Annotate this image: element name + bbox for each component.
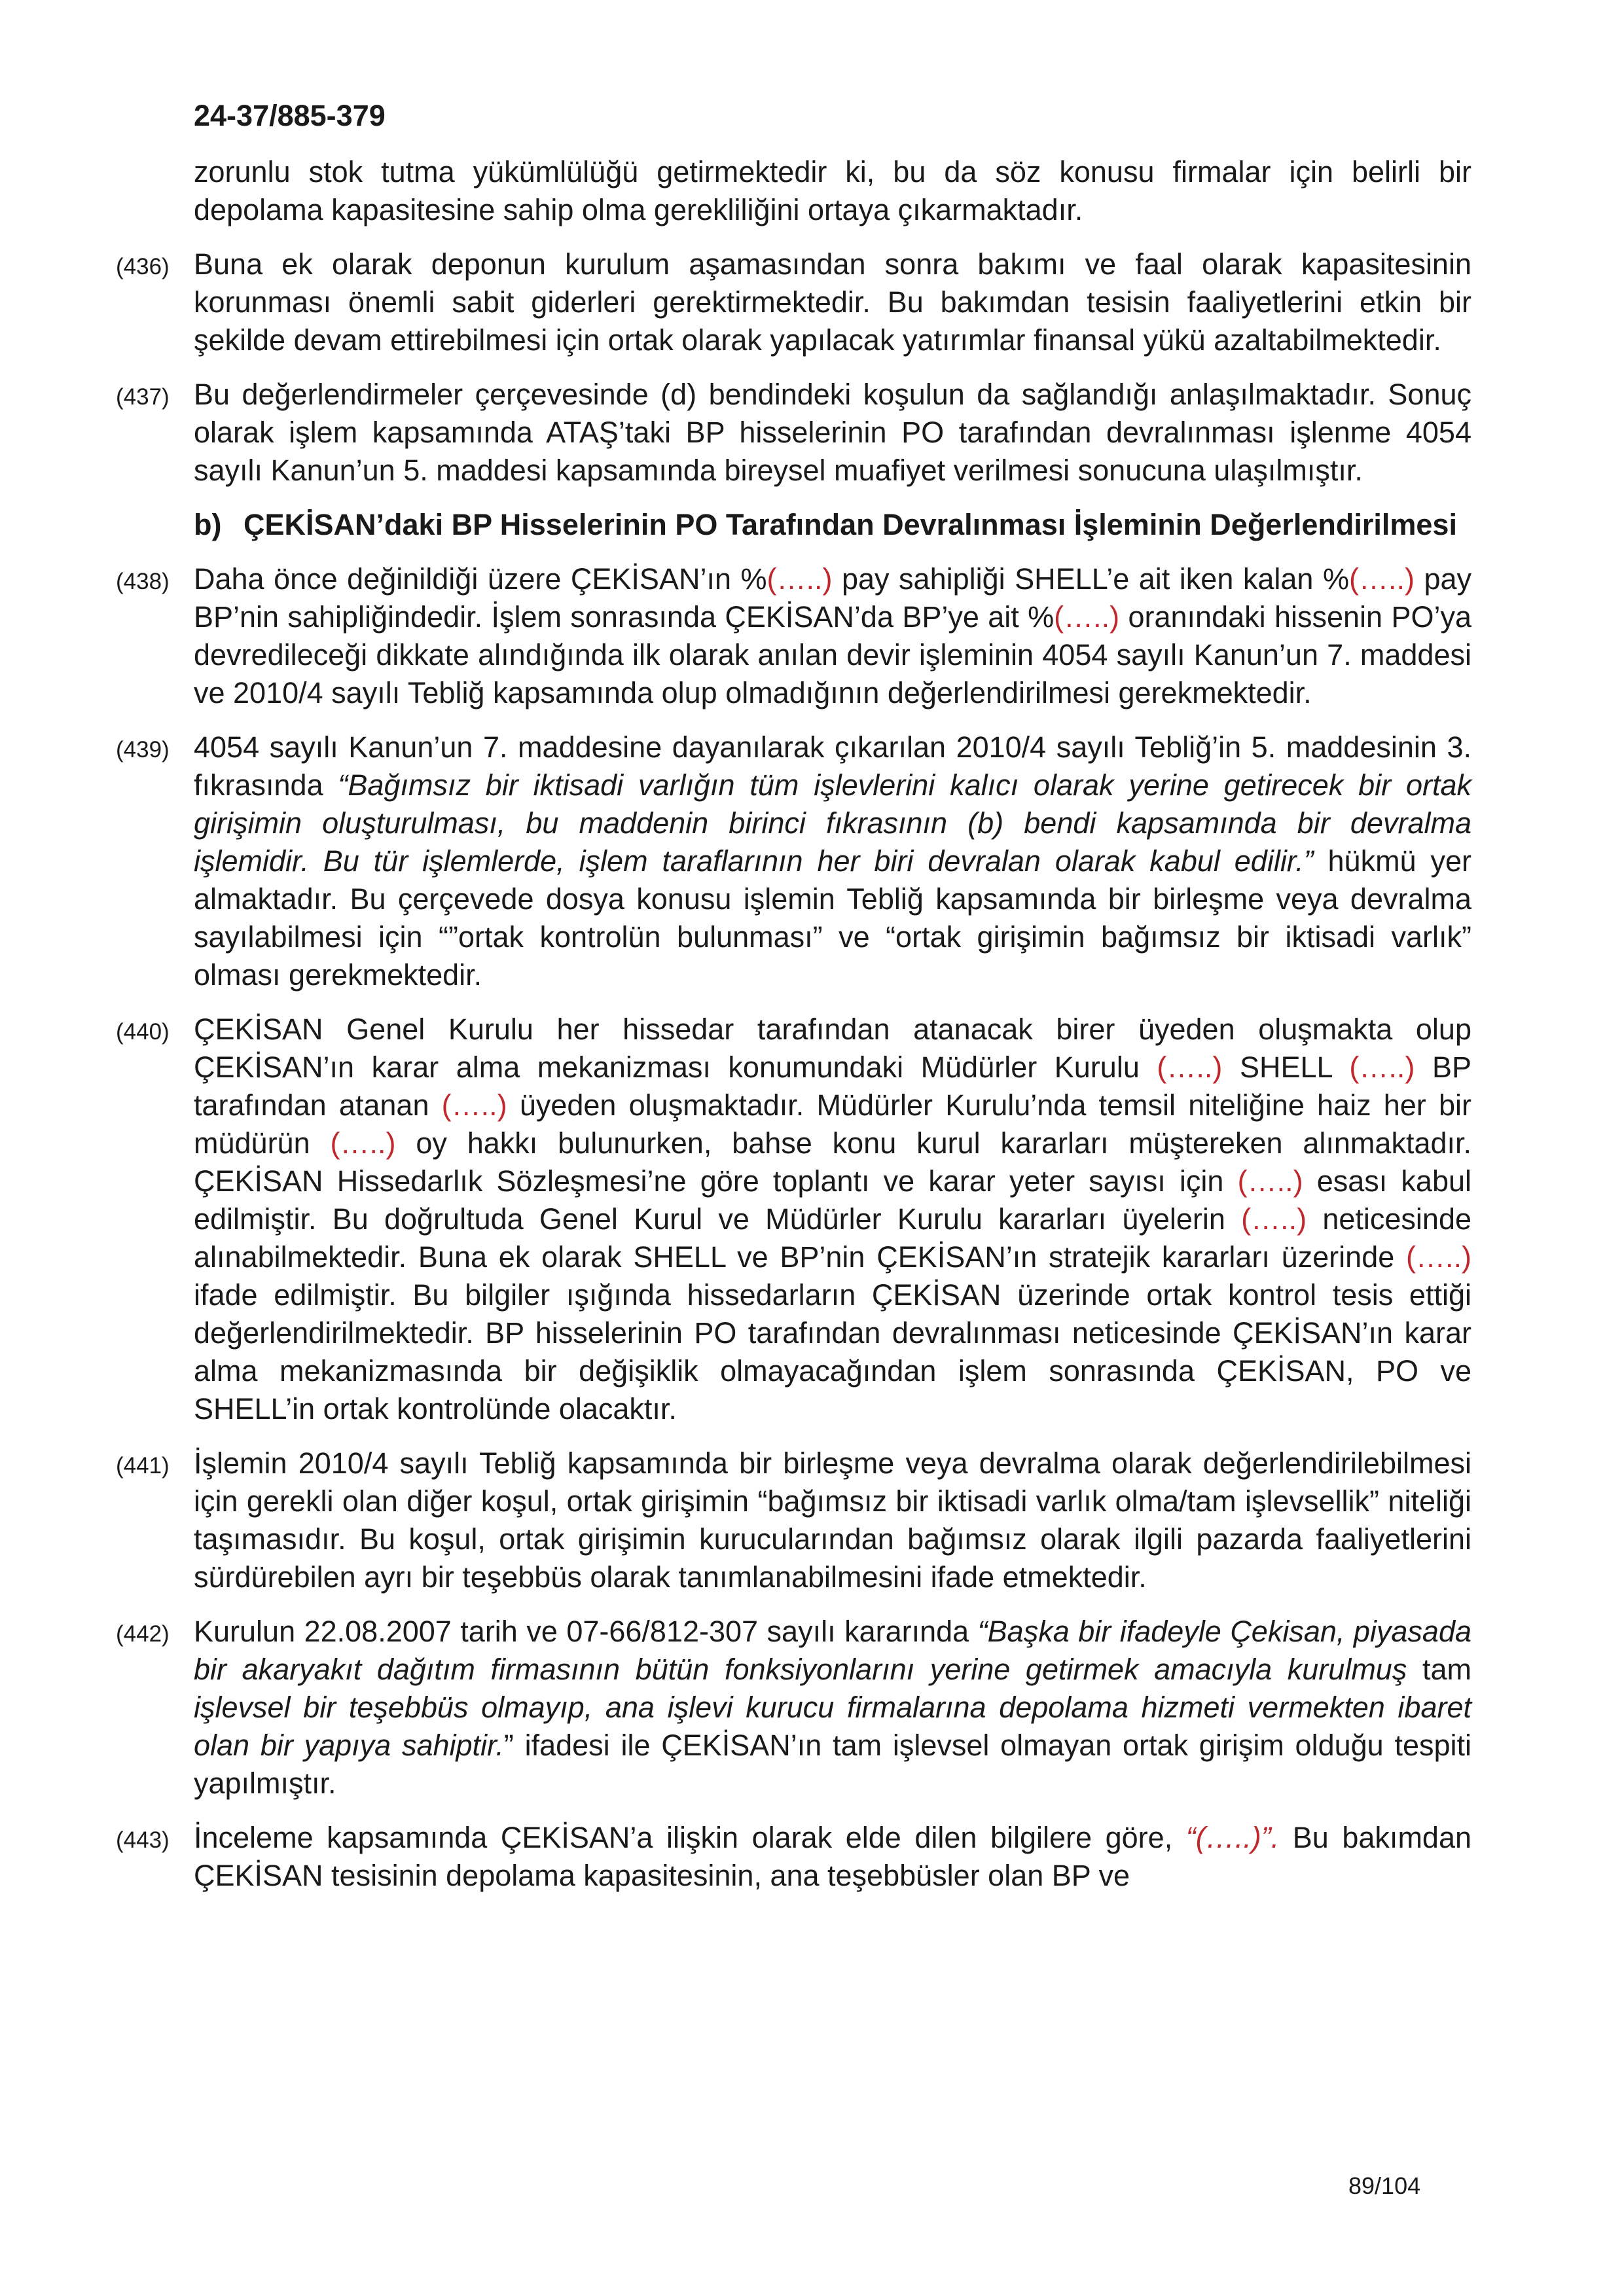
page-number: 89/104 <box>1348 2172 1421 2199</box>
paragraph-text: hükmü yer almaktadır. Bu çerçevede dosya konusu işlemin Tebliğ kapsamında bir birleşme veya devralma sayılabilmesi için “”ortak kontrolün bulunması” ve “ortak girişimin bağımsız bir iktisadi varlık” olması gerekmektedir. <box>194 844 1471 992</box>
paragraph-text: SHELL <box>1222 1050 1350 1084</box>
paragraph-438 <box>116 560 1471 712</box>
paragraph-number: (443) <box>116 1827 170 1853</box>
section-title: ÇEKİSAN’daki BP Hisselerinin PO Tarafından Devralınması İşleminin Değerlendirilmesi <box>244 508 1457 541</box>
paragraph-text: Kurulun 22.08.2007 tarih ve 07-66/812-307 sayılı kararında <box>194 1615 978 1648</box>
paragraph-443 <box>116 1819 1472 1895</box>
paragraph-440 <box>116 1011 1472 1428</box>
paragraph-text: esası kabul edilmiştir. Bu doğrultuda Genel Kurul ve Müdürler Kurulu kararları üyelerin <box>194 1164 1471 1236</box>
paragraph-text: pay BP’nin sahipliğindedir. İşlem sonrasında ÇEKİSAN’da BP’ye ait % <box>194 562 1471 634</box>
redacted-value: (…..) <box>1237 1164 1303 1198</box>
paragraph-number: (442) <box>116 1621 170 1647</box>
paragraph-text: ÇEKİSAN Genel Kurulu her hissedar tarafından atanacak birer üyeden oluşmakta olup ÇEKİSAN’ın karar alma mekanizması konumundaki Müdürler Kurulu <box>194 1013 1471 1084</box>
paragraph-number: (437) <box>116 384 170 410</box>
redacted-value: (…..) <box>767 562 833 596</box>
paragraph-number: (438) <box>116 569 170 594</box>
paragraph-439 <box>116 728 1471 994</box>
redacted-value: (…..) <box>1054 600 1120 634</box>
quoted-regulation: “Bağımsız bir iktisadi varlığın tüm işlevlerini kalıcı olarak yerine getirecek bir ortak girişimin oluşturulması, bu maddenin birinci fıkrasının (b) bendi kapsamında bir devralma işlemidir. Bu tür işlemlerde, işlem taraflarının her biri devralan olarak kabul edilir.” <box>194 768 1471 878</box>
paragraph-text: oranındaki hissenin PO’ya devredileceği dikkate alındığında ilk olarak anılan devir işleminin 4054 sayılı Kanun’un 7. maddesi ve 2010/4 sayılı Tebliğ kapsamında olup olmadığının değerlendirilmesi gerekmektedir. <box>194 600 1471 709</box>
paragraph-number: (436) <box>116 254 170 279</box>
document-body <box>116 153 1472 1911</box>
redacted-value: (…..) <box>330 1126 396 1160</box>
paragraph-436 <box>116 245 1471 359</box>
paragraph-text: Bu değerlendirmeler çerçevesinde (d) bendindeki koşulun da sağlandığı anlaşılmaktadır. Sonuç olarak işlem kapsamında ATAŞ’taki BP hisselerinin PO tarafından devralınması işlenme 4054 sayılı Kanun’un 5. maddesi kapsamında bireysel muafiyet verilmesi sonucuna ulaşılmıştır. <box>194 378 1471 487</box>
paragraph-text: İnceleme kapsamında ÇEKİSAN’a ilişkin olarak elde dilen bilgilere göre, <box>194 1821 1186 1854</box>
paragraph-437 <box>116 376 1471 490</box>
intro-paragraph: zorunlu stok tutma yükümlülüğü getirmektedir ki, bu da söz konusu firmalar için belirli bir depolama kapasitesine sahip olma gerekliliğini ortaya çıkarmaktadır. <box>194 155 1471 226</box>
section-heading-b <box>194 506 1471 544</box>
redacted-value: (…..) <box>1157 1050 1223 1084</box>
paragraph-number: (439) <box>116 737 170 762</box>
redacted-value: (…..) <box>1241 1202 1307 1236</box>
redacted-value: (…..) <box>1406 1240 1471 1274</box>
redacted-value: (…..) <box>1349 1050 1415 1084</box>
paragraph-text: Daha önce değinildiği üzere ÇEKİSAN’ın % <box>194 562 767 596</box>
quoted-decision: işlevsel bir teşebbüs olmayıp, ana işlevi kurucu firmalarına depolama hizmeti vermekten ibaret olan bir yapıya sahiptir. <box>194 1691 1471 1762</box>
paragraph-text: İşlemin 2010/4 sayılı Tebliğ kapsamında bir birleşme veya devralma olarak değerlendirilebilmesi için gerekli olan diğer koşul, ortak girişimin “bağımsız bir iktisadi varlık olma/tam işlevsellik” niteliği taşımasıdır. Bu koşul, ortak girişimin kurucularından bağımsız olarak ilgili pazarda faaliyetlerini sürdürebilen ayrı bir teşebbüs olarak tanımlanabilmesini ifade etmektedir. <box>194 1446 1471 1594</box>
paragraph-text: neticesinde alınabilmektedir. Buna ek olarak SHELL ve BP’nin ÇEKİSAN’ın stratejik kararları üzerinde <box>194 1202 1471 1274</box>
paragraph-text: oy hakkı bulunurken, bahse konu kurul kararları müştereken alınmaktadır. ÇEKİSAN Hissedarlık Sözleşmesi’ne göre toplantı ve karar yeter sayısı için <box>194 1126 1472 1198</box>
paragraph-442 <box>116 1613 1472 1803</box>
redacted-value: (…..) <box>1348 562 1415 596</box>
paragraph-text: pay sahipliği SHELL’e ait iken kalan % <box>832 562 1349 596</box>
paragraph-text: tam <box>1407 1653 1471 1686</box>
paragraph-text: ifade edilmiştir. Bu bilgiler ışığında hissedarların ÇEKİSAN üzerinde ortak kontrol tesis ettiği değerlendirilmektedir. BP hisselerinin PO tarafından devralınması neticesinde ÇEKİSAN’ın karar alma mekanizmasında bir değişiklik olmayacağından işlem sonrasında ÇEKİSAN, PO ve SHELL’in ortak kontrolünde olacaktır. <box>194 1278 1471 1426</box>
paragraph-text: üyeden oluşmaktadır. Müdürler Kurulu’nda temsil niteliğine haiz her bir müdürün <box>194 1088 1471 1160</box>
paragraph-number: (440) <box>116 1019 170 1045</box>
paragraph-text: Buna ek olarak deponun kurulum aşamasından sonra bakımı ve faal olarak kapasitesinin korunması önemli sabit giderleri gerektirmektedir. Bu bakımdan tesisin faaliyetlerini etkin bir şekilde devam ettirebilmesi için ortak olarak yapılacak yatırımlar finansal yükü azaltabilmektedir. <box>194 247 1471 357</box>
paragraph-text: ” ifadesi ile ÇEKİSAN’ın tam işlevsel olmayan ortak girişim olduğu tespiti yapılmıştır. <box>194 1729 1472 1800</box>
redacted-value: (…..) <box>441 1088 507 1122</box>
paragraph-text: 4054 sayılı Kanun’un 7. maddesine dayanılarak çıkarılan 2010/4 sayılı Tebliğ’in 5. maddesinin 3. fıkrasında <box>194 730 1471 802</box>
quoted-decision: “Başka bir ifadeyle Çekisan, piyasada bir akaryakıt dağıtım firmasının bütün fonksiyonlarını yerine getirmek amacıyla kurulmuş <box>194 1615 1471 1686</box>
section-letter: b) <box>194 508 222 541</box>
paragraph-text: BP tarafından atanan <box>194 1050 1471 1122</box>
document-number: 24-37/885-379 <box>194 99 386 132</box>
paragraph-text: Bu bakımdan ÇEKİSAN tesisinin depolama kapasitesinin, ana teşebbüsler olan BP ve <box>194 1821 1472 1892</box>
paragraph-441 <box>116 1444 1471 1596</box>
redacted-value: “(…..)”. <box>1185 1821 1280 1854</box>
paragraph-number: (441) <box>116 1453 170 1479</box>
